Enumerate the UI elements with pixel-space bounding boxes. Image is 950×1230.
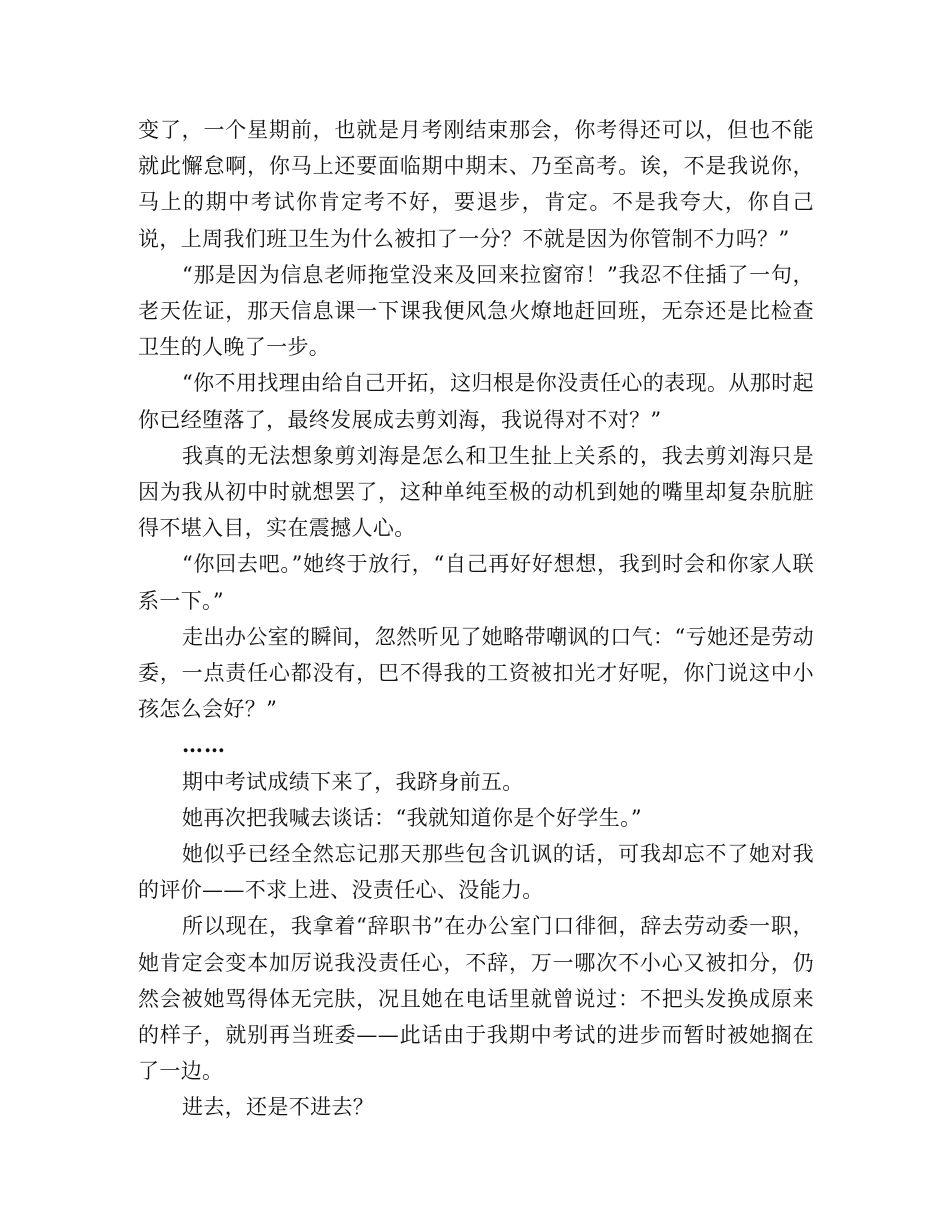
paragraph-10: 所以现在，我拿着“辞职书”在办公室门口徘徊，辞去劳动委一职，她肯定会变本加厉说我没责任心，不辞，万一哪次不小心又被扣分，仍然会被她骂得体无完肤，况且她在电话里就曾说过：不把头发换成原来的样子，就别再当班委——此话由于我期中考试的进步而暂时被她搁在了一边。 xyxy=(138,914,814,1084)
paragraph-8: 她再次把我喊去谈话：“我就知道你是个好学生。” xyxy=(182,805,643,830)
paragraph-7: 期中考试成绩下来了，我跻身前五。 xyxy=(182,769,524,794)
ellipsis-break: …… xyxy=(182,732,226,758)
paragraph-3: “你不用找理由给自己开拓，这归根是你没责任心的表现。从那时起你已经堕落了，最终发展成去剪刘海，我说得对不对？” xyxy=(138,371,814,432)
paragraph-9: 她似乎已经全然忘记那天那些包含讥讽的话，可我却忘不了她对我的评价——不求上进、没责任心、没能力。 xyxy=(138,842,814,903)
paragraph-4: 我真的无法想象剪刘海是怎么和卫生扯上关系的，我去剪刘海只是因为我从初中时就想罢了，这种单纯至极的动机到她的嘴里却复杂肮脏得不堪入目，实在震撼人心。 xyxy=(138,443,814,541)
paragraph-5: “你回去吧。”她终于放行，“自己再好好想想，我到时会和你家人联系一下。” xyxy=(138,552,814,613)
document-body xyxy=(138,112,814,1126)
paragraph-6: 走出办公室的瞬间，忽然听见了她略带嘲讽的口气：“亏她还是劳动委，一点责任心都没有，巴不得我的工资被扣光才好呢，你门说这中小孩怎么会好？” xyxy=(138,624,814,722)
paragraph-11: 进去，还是不进去？ xyxy=(182,1095,375,1120)
paragraph-1: 变了，一个星期前，也就是月考刚结束那会，你考得还可以，但也不能就此懈怠啊，你马上还要面临期中期末、乃至高考。诶，不是我说你，马上的期中考试你肯定考不好，要退步，肯定。不是我夸大，你自己说，上周我们班卫生为什么被扣了一分？不就是因为你管制不力吗？” xyxy=(138,118,814,251)
paragraph-2: “那是因为信息老师拖堂没来及回来拉窗帘！”我忍不住插了一句，老天佐证，那天信息课一下课我便风急火燎地赶回班，无奈还是比检查卫生的人晚了一步。 xyxy=(138,262,814,360)
